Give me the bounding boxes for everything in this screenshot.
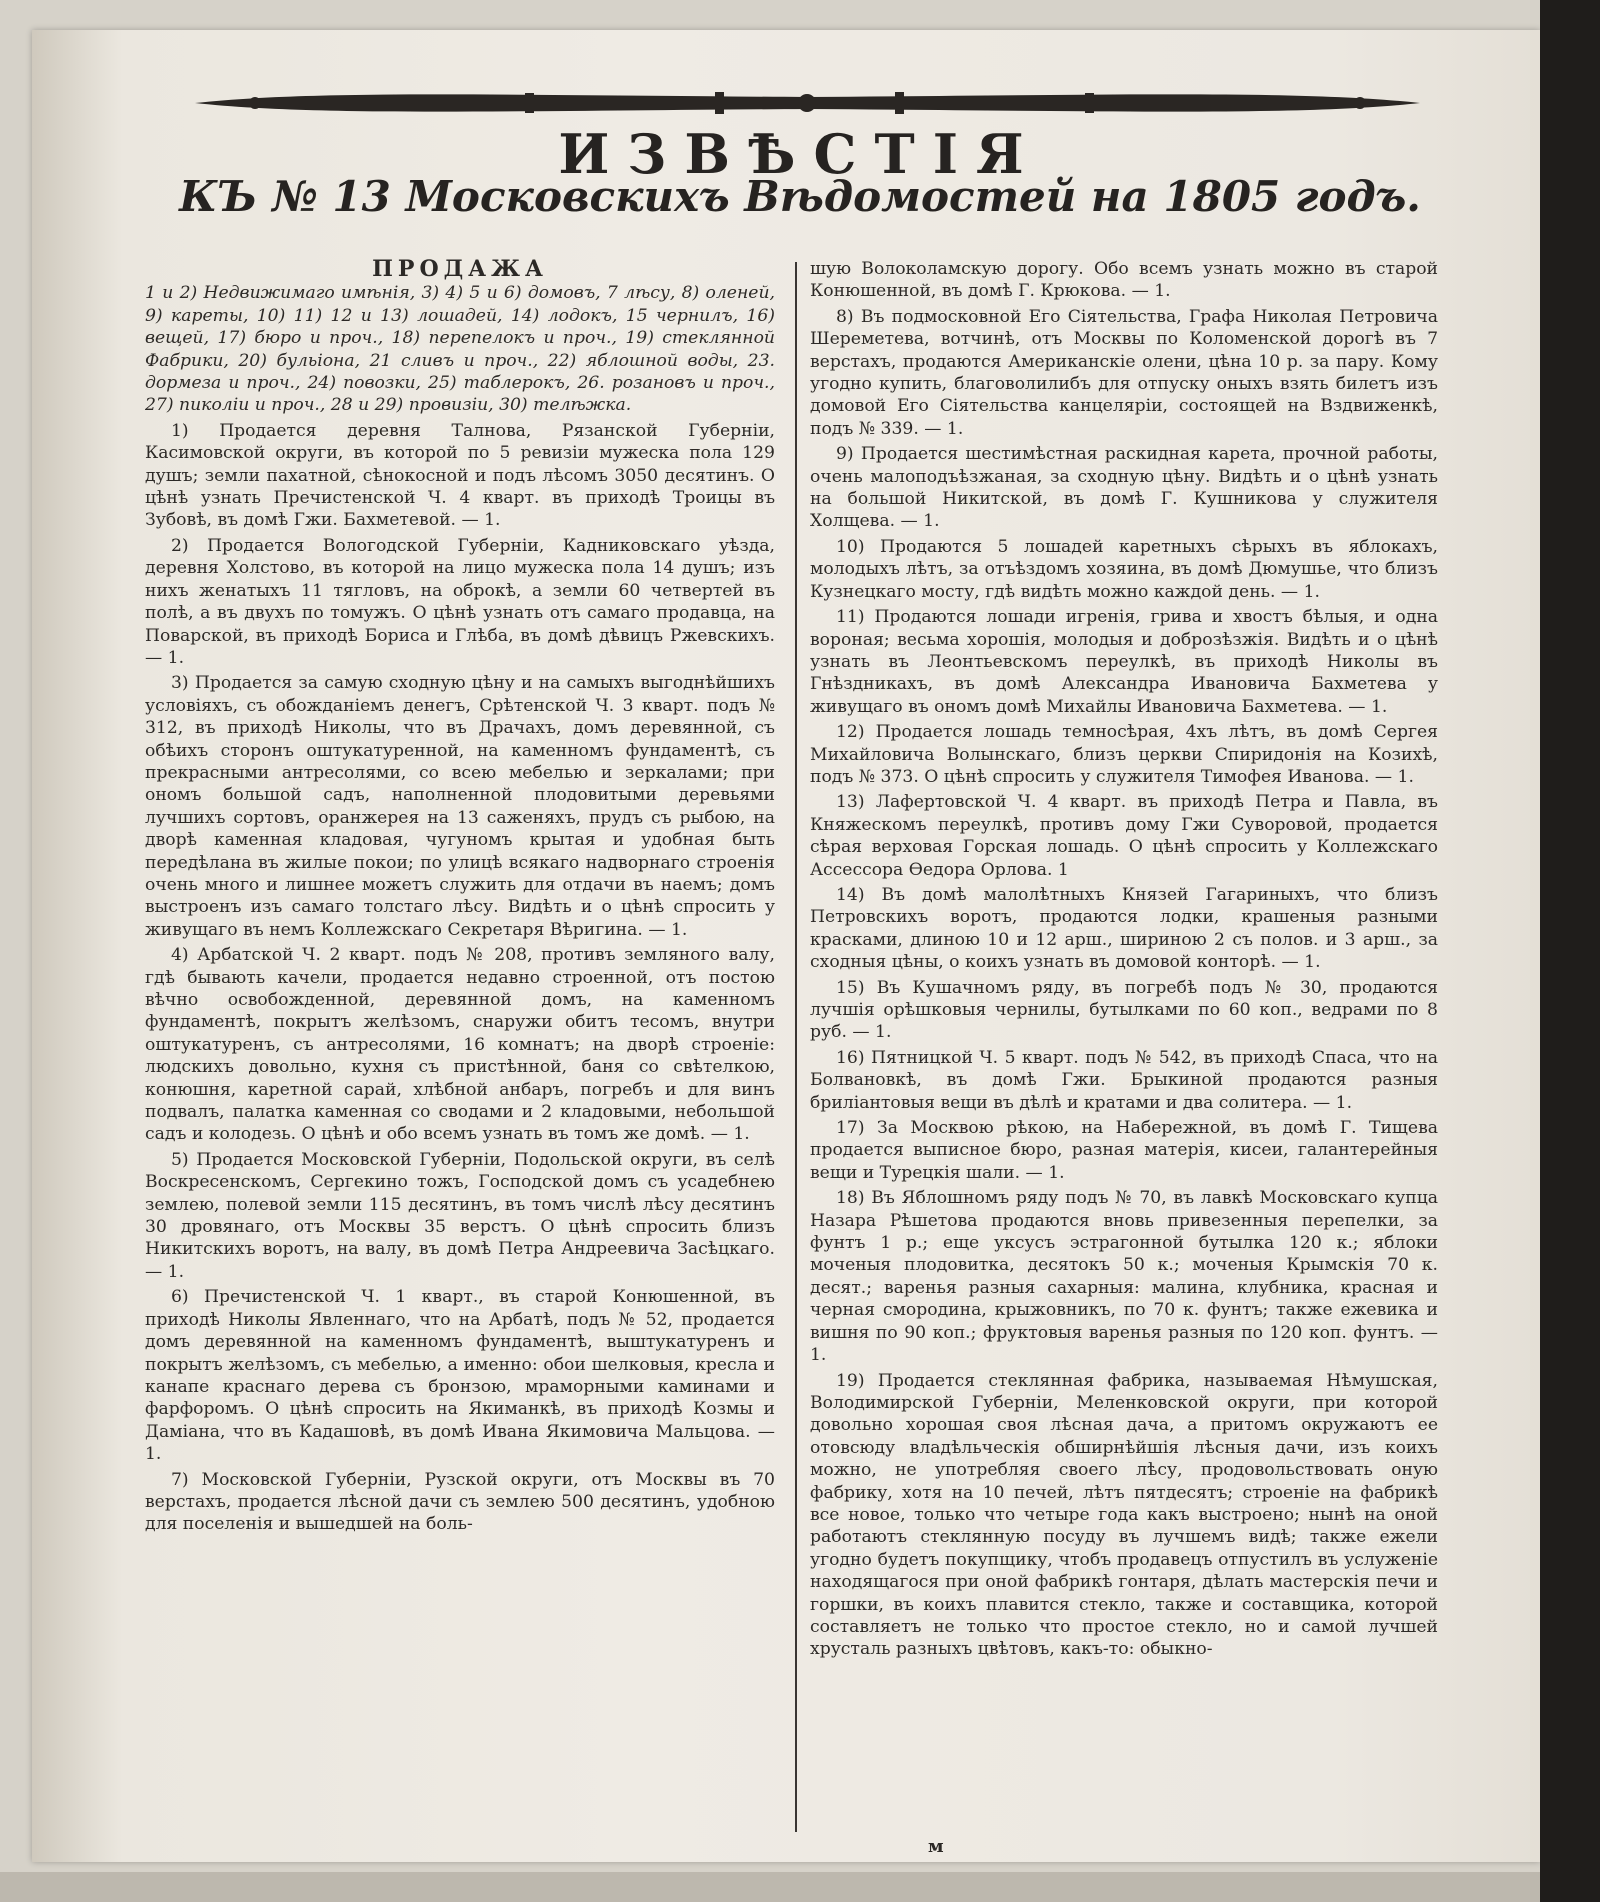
column-divider xyxy=(795,262,797,1832)
section-heading: ПРОДАЖА xyxy=(372,258,548,282)
notice-1: 1) Продается деревня Талнова, Рязанской Губерніи, Касимовской округи, въ которой по 5 ревизіи мужеска пола 129 душъ; земли пахатной, сѣнокосной и подъ лѣсомъ 3050 десятинъ. О цѣнѣ узнать Пречистенской Ч. 4 кварт. въ приходѣ Троицы въ Зубовѣ, въ домѣ Гжи. Бахметевой. — 1. xyxy=(145,420,775,531)
notice-15: 15) Въ Кушачномъ ряду, въ погребѣ подъ № 30, продаются лучшія орѣшковыя чернилы, бутылками по 60 коп., ведрами по 8 руб. — 1. xyxy=(810,977,1438,1043)
page-title: ИЗВѢСТІЯ xyxy=(558,122,1042,186)
scan-margin-bottom xyxy=(0,1872,1600,1902)
notice-19: 19) Продается стеклянная фабрика, называемая Нѣмушская, Володимирской Губерніи, Меленковской округи, при которой довольно хорошая своя лѣсная дача, а притомъ окружаютъ ее отовсюду владѣльческія обширнѣйшія лѣсныя дачи, изъ коихъ можно, не употребляя своего лѣсу, продовольствовать оную фабрику, хотя на 10 печей, лѣтъ пятдесятъ; строеніе на фабрикѣ все новое, только что четыре года какъ выстроено; нынѣ на оной работаютъ стеклянную посуду въ лучшемъ видѣ; также ежели угодно будетъ покупщику, чтобъ продавецъ отпустилъ въ услуженіе находящагося при оной фабрикѣ гонтаря, дѣлать мастерскія печи и горшки, въ коихъ плавится стекло, также и составщика, которой составляетъ не только что простое стекло, но и самой лучшей хрусталь разныхъ цвѣтовъ, какъ-то: обыкно- xyxy=(810,1370,1438,1660)
notice-5: 5) Продается Московской Губерніи, Подольской округи, въ селѣ Воскресенскомъ, Сергекино тожъ, Господской домъ съ усадебнею землею, полевой земли 115 десятинъ, въ томъ числѣ лѣсу десятинъ 30 дровянаго, отъ Москвы 35 верстъ. О цѣнѣ спросить близъ Никитскихъ воротъ, на валу, въ домѣ Петра Андреевича Засѣцкаго. — 1. xyxy=(145,1149,775,1282)
notice-12: 12) Продается лошадь темносѣрая, 4хъ лѣтъ, въ домѣ Сергея Михайловича Волынскаго, близъ церкви Спиридонія на Козихѣ, подъ № 373. О цѣнѣ спросить у служителя Тимофея Иванова. — 1. xyxy=(810,722,1438,787)
notice-9: 9) Продается шестимѣстная раскидная карета, прочной работы, очень малоподъѣзжаная, за сходную цѣну. Видѣть и о цѣнѣ узнать на большой Никитской, въ домѣ Г. Кушникова у служителя Холщева. — 1. xyxy=(810,444,1438,532)
section-contents: 1 и 2) Недвижимаго имѣнія, 3) 4) 5 и 6) домовъ, 7 лѣсу, 8) оленей, 9) кареты, 10) 11) 12 и 13) лошадей, 14) лодокъ, 15 чернилъ, 16) вещей, 17) бюро и проч., 18) перепелокъ и проч., 19) стеклянной Фабрики, 20) бульіона, 21 сливъ и проч., 22) яблошной воды, 23. дормеза и проч., 24) повозки, 25) таблерокъ, 26. розановъ и проч., 27) пиколіи и проч., 28 и 29) провизіи, 30) телѣжка. xyxy=(145,283,775,416)
notice-2: 2) Продается Вологодской Губерніи, Кадниковскаго уѣзда, деревня Холстово, въ которой на лицо мужеска пола 14 душъ; изъ нихъ женатыхъ 11 тягловъ, на оброкѣ, а земли 60 четвертей въ полѣ, а въ двухъ по томужъ. О цѣнѣ узнать отъ самаго продавца, на Поварской, въ приходѣ Бориса и Глѣба, въ домѣ дѣвицъ Ржевскихъ. — 1. xyxy=(145,535,775,668)
left-column xyxy=(145,258,775,1838)
notice-7: 7) Московской Губерніи, Рузской округи, отъ Москвы въ 70 верстахъ, продается лѣсной дачи съ землею 500 десятинъ, удобною для поселенія и вышедшей на боль- xyxy=(145,1469,775,1535)
notice-7-continued: шую Волоколамскую дорогу. Обо всемъ узнать можно въ старой Конюшенной, въ домѣ Г. Крюкова. — 1. xyxy=(810,259,1438,302)
decorative-rule-icon xyxy=(195,86,1420,120)
right-column xyxy=(810,258,1438,1838)
notice-3: 3) Продается за самую сходную цѣну и на самыхъ выгоднѣйшихъ условіяхъ, съ обожданіемъ денегъ, Срѣтенской Ч. 3 кварт. подъ № 312, въ приходѣ Николы, что въ Драчахъ, домъ деревянной, съ обѣихъ сторонъ оштукатуренной, на каменномъ фундаментѣ, съ прекрасными антресолями, со всею мебелью и зеркалами; при ономъ большой садъ, наполненной плодовитыми деревьями лучшихъ сортовъ, оранжерея на 13 саженяхъ, прудъ съ рыбою, на дворѣ каменная кладовая, чугуномъ крытая и удобная быть передѣлана въ жилые покои; по улицѣ всякаго надворнаго строенія очень много и лишнее можетъ служить для отдачи въ наемъ; домъ выстроенъ изъ самаго толстаго лѣсу. Видѣть и о цѣнѣ спросить у живущаго въ немъ Коллежскаго Секретаря Вѣригина. — 1. xyxy=(145,673,775,940)
notice-16: 16) Пятницкой Ч. 5 кварт. подъ № 542, въ приходѣ Спаса, что на Болвановкѣ, въ домѣ Гжи. Брыкиной продаются разныя бриліантовыя вещи въ дѣлѣ и кратами и два солитера. — 1. xyxy=(810,1047,1438,1113)
notice-10: 10) Продаются 5 лошадей каретныхъ сѣрыхъ въ яблокахъ, молодыхъ лѣтъ, за отъѣздомъ хозяина, въ домѣ Дюмушье, что близъ Кузнецкаго мосту, гдѣ видѣть можно каждой день. — 1. xyxy=(810,536,1438,602)
notice-8: 8) Въ подмосковной Его Сіятельства, Графа Николая Петровича Шереметева, вотчинѣ, отъ Москвы по Коломенской дорогѣ въ 7 верстахъ, продаются Американскіе олени, цѣна 10 р. за пару. Кому угодно купить, благоволилибъ для отпуску оныхъ взять билетъ изъ домовой Его Сіятельства канцеляріи, состоящей на Вздвиженкѣ, подъ № 339. — 1. xyxy=(810,306,1438,439)
notice-11: 11) Продаются лошади игренія, грива и хвостъ бѣлыя, и одна вороная; весьма хорошія, молодыя и доброзѣзжія. Видѣть и о цѣнѣ узнать въ Леонтьевскомъ переулкѣ, въ приходѣ Николы въ Гнѣздникахъ, въ домѣ Александра Ивановича Бахметева у живущаго въ ономъ домѣ Михайлы Ивановича Бахметева. — 1. xyxy=(810,607,1438,717)
notice-14: 14) Въ домѣ малолѣтныхъ Князей Гагариныхъ, что близъ Петровскихъ воротъ, продаются лодки, крашеныя разными красками, длиною 10 и 12 арш., шириною 2 съ полов. и 3 арш., за сходныя цѣны, о коихъ узнать въ домовой конторѣ. — 1. xyxy=(810,884,1438,973)
notice-6: 6) Пречистенской Ч. 1 кварт., въ старой Конюшенной, въ приходѣ Николы Явленнаго, что на Арбатѣ, подъ № 52, продается домъ деревянной на каменномъ фундаментѣ, выштукатуренъ и покрытъ желѣзомъ, съ мебелью, а именно: обои шелковыя, кресла и канапе краснаго дерева съ бронзою, мраморными каминами и фарфоромъ. О цѣнѣ спросить на Якиманкѣ, въ приходѣ Козмы и Даміана, что въ Кадашовѣ, въ домѣ Ивана Якимовича Мальцова. — 1. xyxy=(145,1287,775,1465)
notice-13: 13) Лафертовской Ч. 4 кварт. въ приходѣ Петра и Павла, въ Княжескомъ переулкѣ, противъ дому Гжи Суворовой, продается сѣрая верховая Горская лошадь. О цѣнѣ спросить у Коллежскаго Ассессора Ѳедора Орлова. 1 xyxy=(810,792,1438,880)
notice-17: 17) За Москвою рѣкою, на Набережной, въ домѣ Г. Тищева продается выписное бюро, разная матерія, кисеи, галантерейныя вещи и Турецкія шали. — 1. xyxy=(810,1118,1438,1183)
scan-dark-edge xyxy=(1540,0,1600,1902)
issue-subtitle: КЪ № 13 Московскихъ Вѣдомостей на 1805 годъ. xyxy=(179,172,1421,221)
printer-signature-mark: м xyxy=(928,1836,944,1857)
notice-4: 4) Арбатской Ч. 2 кварт. подъ № 208, противъ земляного валу, гдѣ бывають качели, продается недавно строенной, отъ постою вѣчно освобожденной, деревянной домъ, на каменномъ фундаментѣ, покрытъ желѣзомъ, снаружи обитъ тесомъ, внутри оштукатуренъ, съ антресолями, 16 комнатъ; на дворѣ строеніе: людскихъ довольно, кухня съ пристѣнной, баня со свѣтелкою, конюшня, каретной сарай, хлѣбной анбаръ, погребъ и для винъ подвалъ, палатка каменная со сводами и 2 кладовыми, небольшой садъ и колодезь. О цѣнѣ и обо всемъ узнать въ томъ же домѣ. — 1. xyxy=(145,945,775,1145)
notice-18: 18) Въ Яблошномъ ряду подъ № 70, въ лавкѣ Московскаго купца Назара Рѣшетова продаются вновь привезенныя перепелки, за фунтъ 1 р.; еще уксусъ эстрагонной бутылка 120 к.; яблоки моченыя плодовитка, десятокъ 50 к.; моченыя Крымскія 70 к. десят.; варенья разныя сахарныя: малина, клубника, красная и черная смородина, крыжовникъ, по 70 к. фунтъ; также ежевика и вишня по 90 коп.; фруктовыя варенья разныя по 120 коп. фунтъ. — 1. xyxy=(810,1188,1438,1366)
